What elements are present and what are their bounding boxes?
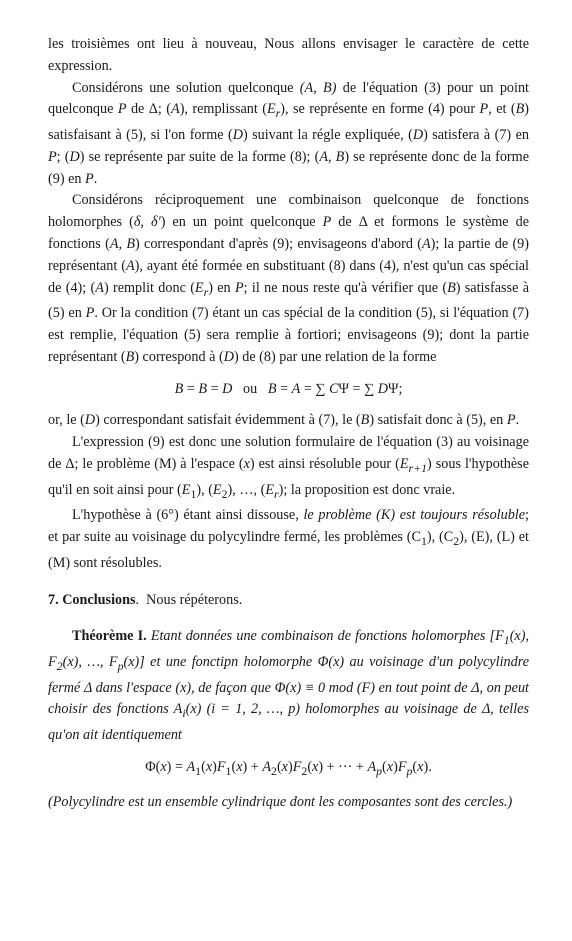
theorem-1 (48, 626, 529, 746)
paragraph-expression-9: L'expression (9) est donc une solution formulaire de l'équation (3) au voisinage de Δ; le problème (M) à l'espace (x) est ainsi résoluble pour $(E_{r+1})$ sous l'hypothèse qu'il en soit ainsi pour $(E_1)$, $(E_2)$, …, $(E_r)$; la proposition est donc vraie. (48, 434, 530, 501)
hypothese-lead: L'hypothèse à (6°) étant ainsi dissouse, (72, 507, 299, 524)
paragraph-hypothese (48, 505, 529, 574)
theorem-body: Etant données une combinaison de fonctions holomorphes [$F_1(x)$, $F_2(x)$, …, $F_p(x)$] et une fonctipn holomorphe Φ(x) au voisinage d'un polycylindre fermé Δ dans l'espace (x), de façon que Φ(x) ≡ 0 mod (F) en tout point de Δ, on peut choisir des fonctions $A_i(x) (i = 1$, 2, …, p) holomorphes au voisinage de Δ, telles qu'on ait identiquement (48, 628, 530, 743)
section-title: Conclusions (62, 592, 136, 609)
section-text: Nous répéterons. (146, 592, 243, 609)
theorem-note: (Polycylindre est un ensemble cylindrique dont les composantes sont des cercles.) (48, 794, 513, 811)
formula-relation: B = B = D ou B = A = ∑ CΨ = ∑ DΨ; (174, 380, 403, 397)
paragraph-solution-quelconque: Considérons une solution quelconque (A, B) de l'équation (3) pour un point quelconque P de Δ; (A), remplissant $(E_r)$, se représente en forme (4) pour P, et (B) satisfaisant à (5), si l'on forme (D) suivant la régle expliquée, (D) satisfera à (7) en P; (D) se représente par suite de la forme (8); (A, B) se représente donc de la forme (9) en P. (48, 79, 529, 187)
document-page (48, 34, 529, 814)
paragraph-or-le-d: or, le (D) correspondant satisfait évidemment à (7), le (B) satisfait donc à (5), en P. (48, 412, 520, 429)
hypothese-emphasis: le problème (K) est toujours résoluble (303, 507, 526, 524)
theorem-label: Théorème I. (72, 628, 147, 645)
paragraph-reciproquement: Considérons réciproquement une combinaison quelconque de fonctions holomorphes (δ, δ′) en un point quelconque P de Δ et formons le système de fonctions (A, B) correspondant d'après (9); envisageons d'abord (A); la partie de (9) représentant (A), ayant été formée en substituant (8) dans (4), n'est qu'un cas spécial de (4); (A) remplit donc $(E_r)$ en P; il ne nous reste qu'à vérifier que (B) satisfasse à (5) en P. Or la condition (7) étant un cas spécial de la condition (5), si l'équation (7) est remplie, l'équation (5) sera remplie à fortiori; envisageons (9); dont la partie représentant (B) correspond à (D) de (8) par une relation de la forme (48, 192, 529, 365)
section-heading-conclusions: 7. Conclusions. Nous répéterons. (48, 592, 243, 609)
section-number: 7. (48, 592, 59, 609)
paragraph-continuation: les troisièmes ont lieu à nouveau, Nous allons envisager le caractère de cette expression. (48, 36, 529, 74)
theorem-formula: $\Phi(x) = A_1(x)F_1(x) + A_2(x)F_2(x)$ + ··· + $A_p(x)F_p(x)$. (145, 758, 432, 778)
hypothese-tail: ; et par suite au voisinage du polycylindre fermé, les problèmes $(C_1)$, $(C_2)$, (E), (L) et (M) sont résolubles. (48, 507, 529, 571)
